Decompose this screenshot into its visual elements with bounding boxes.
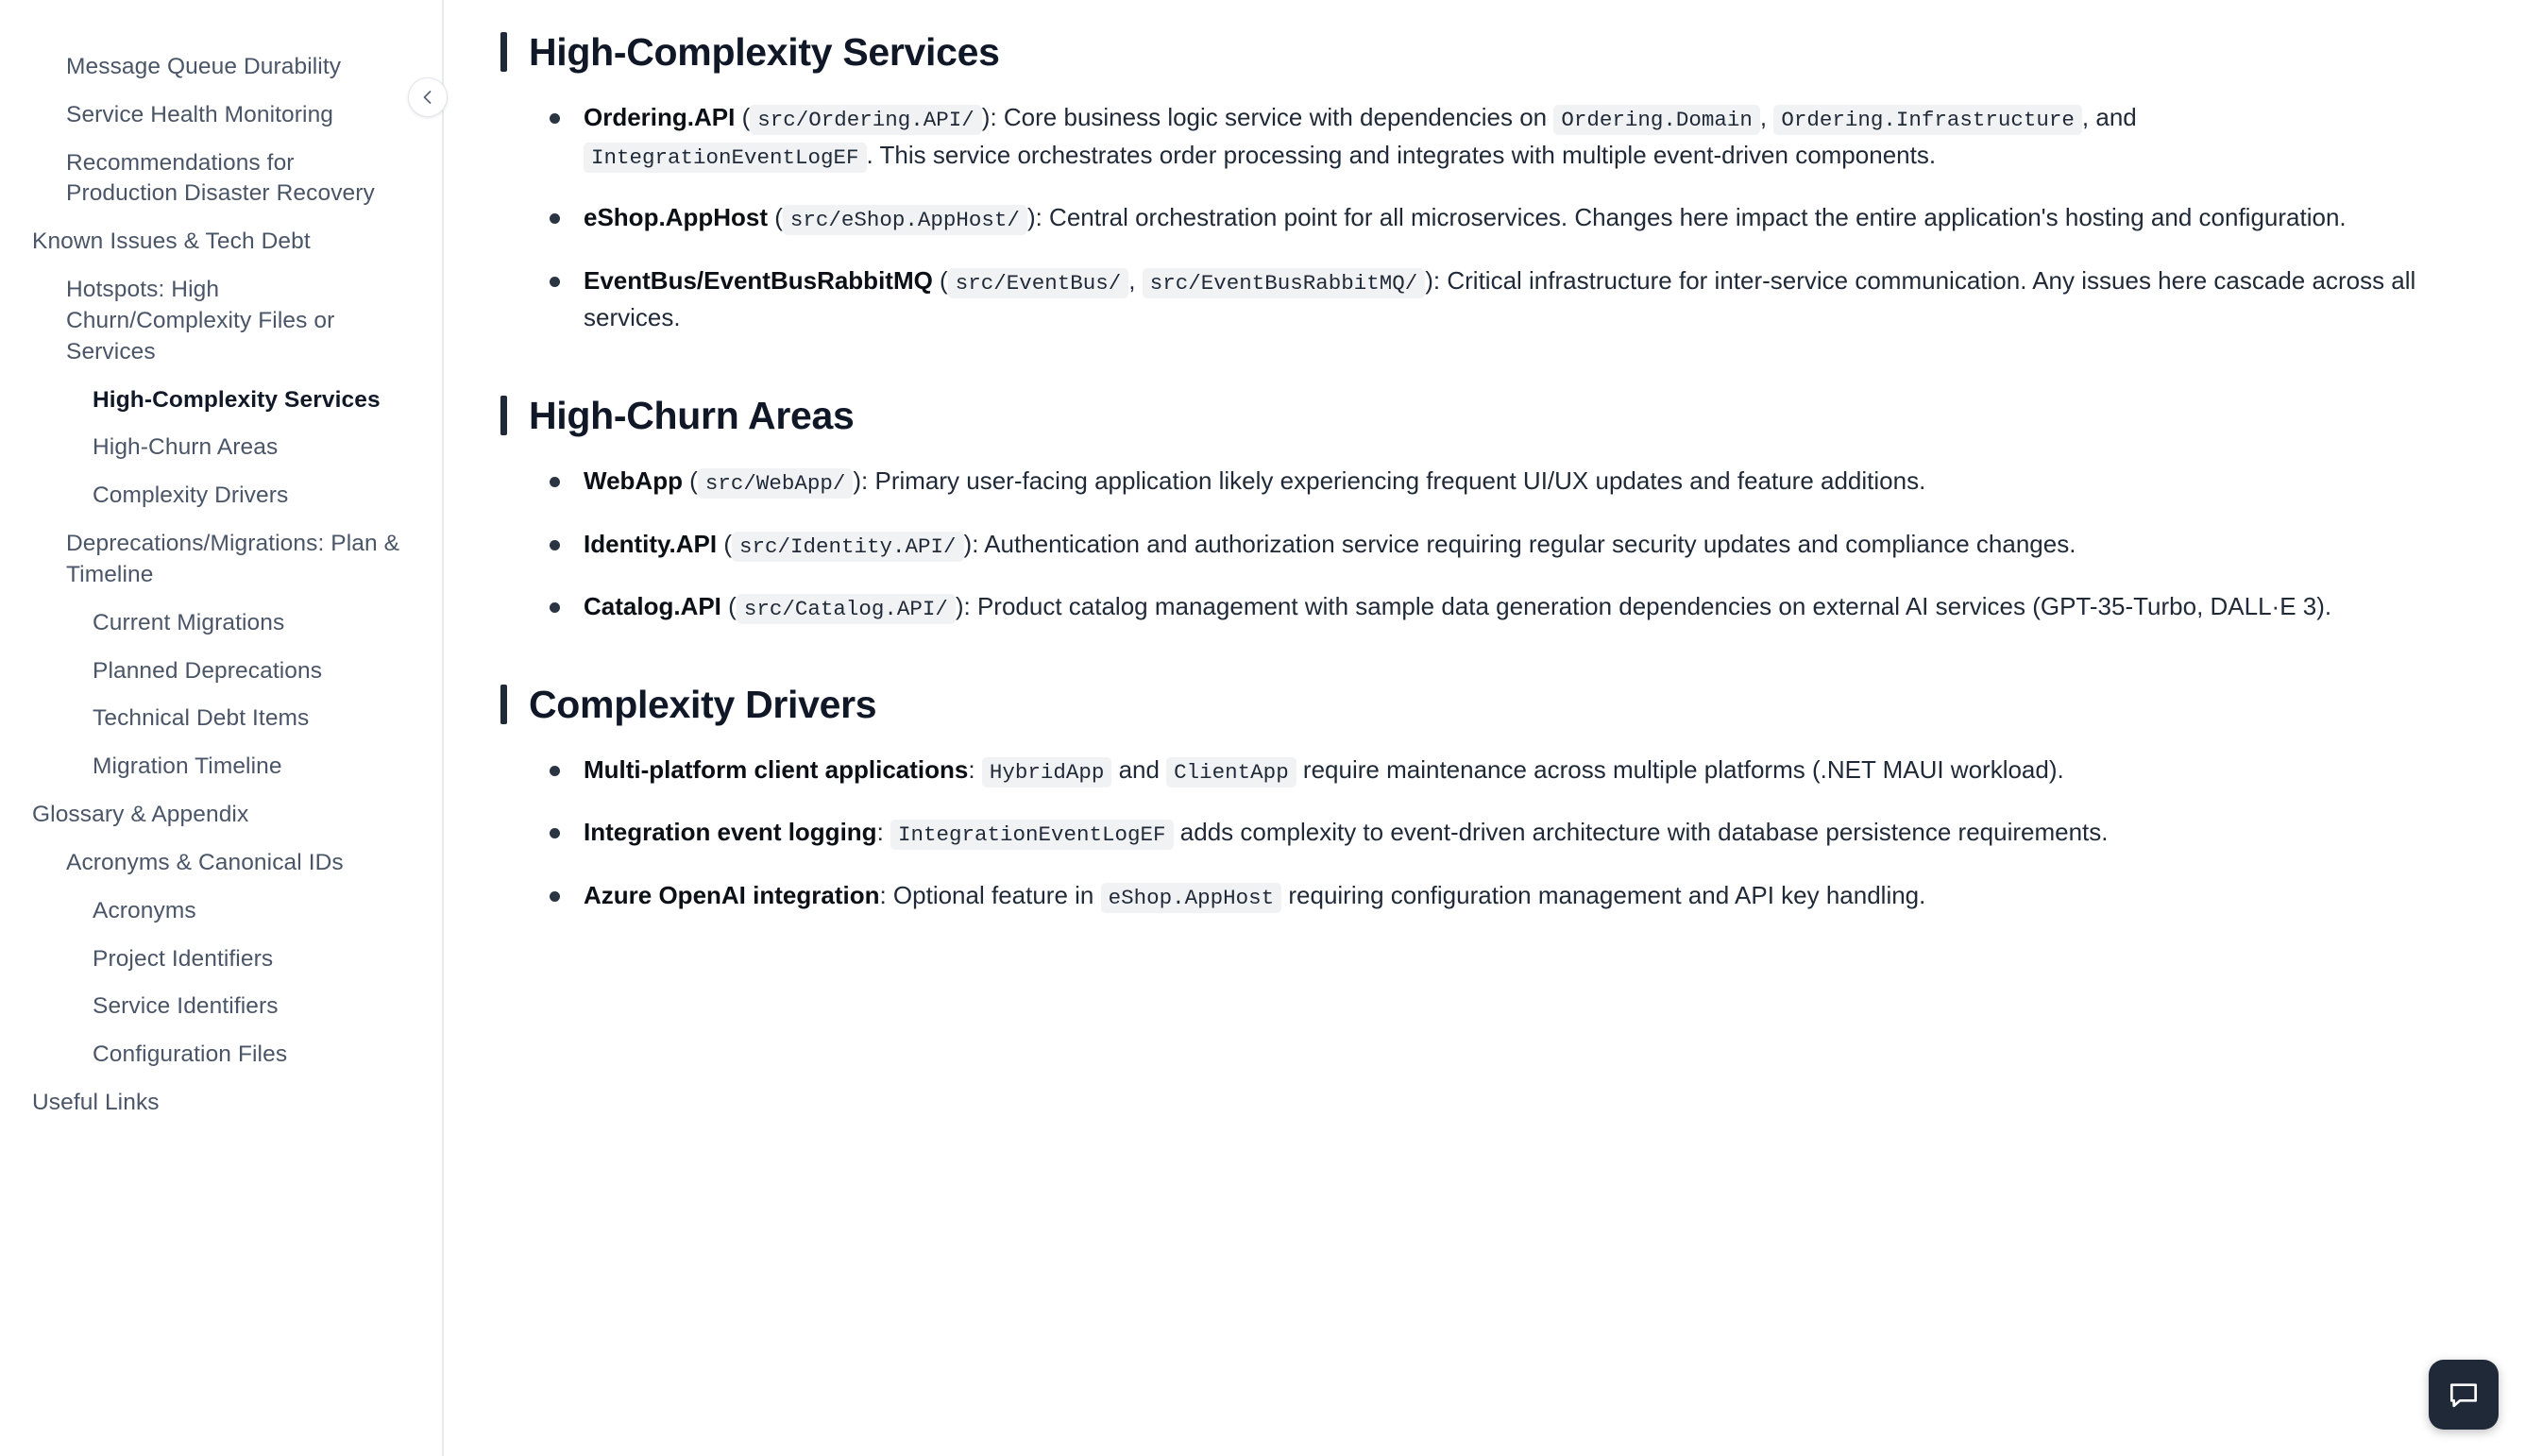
sidebar-item-label: Useful Links (32, 1090, 160, 1116)
item-text: ( (717, 529, 732, 558)
item-title: EventBus/EventBusRabbitMQ (584, 265, 933, 295)
inline-code: IntegrationEventLogEF (584, 143, 867, 173)
sidebar-item-label: Current Migrations (93, 609, 285, 635)
sidebar-item-label: Planned Deprecations (93, 657, 323, 684)
inline-code: Ordering.Domain (1553, 105, 1760, 135)
item-text: ( (682, 466, 698, 496)
section-bullet-list (500, 752, 2431, 915)
list-item (544, 877, 2431, 915)
sidebar-item-service-health-monitoring[interactable] (32, 92, 410, 140)
sidebar-item-current-migrations[interactable] (32, 600, 410, 648)
item-title: WebApp (584, 466, 683, 496)
inline-code: src/Identity.API/ (732, 532, 964, 562)
sidebar-item-label: Message Queue Durability (66, 54, 342, 79)
sidebar-item-configuration-files[interactable] (32, 1031, 410, 1079)
sidebar-item-high-churn-areas[interactable] (32, 424, 410, 472)
item-text: adds complexity to event-driven architecture with database persistence requirements. (1173, 818, 2109, 847)
page-scrollbar[interactable] (2516, 0, 2525, 1456)
item-text: require maintenance across multiple platforms (.NET MAUI workload). (1296, 754, 2064, 784)
list-item (544, 752, 2431, 789)
inline-code: HybridApp (982, 757, 1112, 787)
inline-code: Ordering.Infrastructure (1773, 105, 2082, 135)
inline-code: IntegrationEventLogEF (890, 820, 1174, 850)
item-text: , and (2081, 103, 2137, 132)
item-title: Azure OpenAI integration (584, 880, 880, 909)
section-bullet-list (500, 99, 2431, 337)
inline-code: src/Catalog.API/ (737, 594, 956, 624)
sidebar-item-service-identifiers[interactable] (32, 983, 410, 1031)
item-title: Ordering.API (584, 103, 736, 132)
list-item (544, 262, 2431, 337)
item-text: ( (768, 203, 783, 232)
list-item (544, 588, 2431, 626)
item-text: ): Central orchestration point for all microservices. Changes here impact the entire application's hosting and configuration. (1026, 203, 2347, 232)
sidebar-item-project-identifiers[interactable] (32, 936, 410, 984)
section-heading: Complexity Drivers (500, 681, 2431, 729)
sidebar-item-label: Complexity Drivers (93, 483, 289, 509)
item-text: ): Primary user-facing application likely experiencing frequent UI/UX updates and feature additions. (853, 466, 1926, 496)
item-text: : (876, 818, 891, 847)
sidebar-item-label: Known Issues & Tech Debt (32, 229, 311, 255)
sidebar-item-planned-deprecations[interactable] (32, 648, 410, 696)
item-text: ): Critical infrastructure for inter-service communication. Any issues here cascade across all services. (584, 265, 2416, 332)
sidebar-item-complexity-drivers[interactable] (32, 472, 410, 520)
document-content (444, 0, 2525, 1456)
inline-code: eShop.AppHost (1101, 883, 1282, 913)
inline-code: src/EventBus/ (948, 268, 1129, 298)
item-text: ( (932, 265, 948, 295)
sidebar-item-migration-timeline[interactable] (32, 743, 410, 791)
item-text: requiring configuration management and API key handling. (1281, 880, 1926, 909)
inline-code: src/EventBusRabbitMQ/ (1143, 268, 1426, 298)
inline-code: src/Ordering.API/ (750, 105, 982, 135)
sidebar-item-label: High-Complexity Services (93, 386, 381, 413)
section-heading: High-Churn Areas (500, 392, 2431, 440)
sidebar-item-label: Recommendations for Production Disaster Recovery (66, 149, 375, 207)
sidebar-item-label: Technical Debt Items (93, 705, 310, 732)
sidebar-item-glossary-appendix[interactable] (32, 791, 410, 839)
chat-widget-button[interactable] (2429, 1360, 2499, 1430)
sidebar-item-list (0, 0, 442, 1127)
sidebar-item-label: Configuration Files (93, 1041, 288, 1068)
sidebar-item-label: Service Health Monitoring (66, 101, 334, 127)
sidebar-item-known-issues-tech-debt[interactable] (32, 218, 410, 266)
sidebar-item-message-queue-durability[interactable] (32, 43, 410, 92)
chat-bubble-icon (2446, 1377, 2482, 1413)
item-title: Identity.API (584, 529, 718, 558)
sidebar-item-label: Acronyms & Canonical IDs (66, 849, 344, 875)
sidebar-item-acronyms-canonical-ids[interactable] (32, 839, 410, 888)
item-text: ( (720, 592, 737, 621)
sidebar-item-label: Migration Timeline (93, 753, 282, 780)
inline-code: ClientApp (1166, 757, 1296, 787)
sidebar-item-label: High-Churn Areas (93, 434, 279, 461)
chevron-left-icon (418, 88, 437, 107)
list-item (544, 463, 2431, 500)
sidebar-collapse-button[interactable] (408, 77, 448, 117)
list-item (544, 526, 2431, 564)
item-text: : Optional feature in (879, 880, 1101, 909)
sidebar-item-technical-debt-items[interactable] (32, 695, 410, 743)
list-item (544, 199, 2431, 237)
sidebar-item-recommendations-for-production-disaster-recovery[interactable] (32, 140, 410, 219)
sidebar-item-label: Acronyms (93, 897, 196, 923)
sidebar-item-label: Glossary & Appendix (32, 802, 249, 828)
inline-code: src/eShop.AppHost/ (783, 205, 1027, 235)
item-text: : (968, 754, 982, 784)
sidebar-item-label: Project Identifiers (93, 945, 274, 972)
item-text: ): Authentication and authorization service requiring regular security updates and compliance changes. (963, 529, 2076, 558)
item-text: ): Product catalog management with sample data generation dependencies on external AI services (GPT-35-Turbo, DALL·E 3). (955, 592, 2332, 621)
sidebar-item-deprecations-migrations-plan-timeline[interactable] (32, 520, 410, 600)
item-text: , (1128, 265, 1143, 295)
item-text: ): Core business logic service with dependencies on (981, 103, 1554, 132)
sidebar-item-label: Service Identifiers (93, 993, 279, 1020)
item-text: and (1111, 754, 1167, 784)
item-title: eShop.AppHost (584, 203, 768, 232)
list-item (544, 99, 2431, 174)
section-bullet-list (500, 463, 2431, 626)
sidebar-item-label: Deprecations/Migrations: Plan & Timeline (66, 531, 400, 587)
section-heading: High-Complexity Services (500, 28, 2431, 76)
inline-code: src/WebApp/ (698, 468, 854, 499)
item-title: Integration event logging (584, 818, 877, 847)
sidebar-item-hotspots-high-churn-complexity-files-or-services[interactable] (32, 266, 410, 376)
item-title: Multi-platform client applications (584, 754, 969, 784)
list-item (544, 814, 2431, 852)
item-text: . This service orchestrates order processing and integrates with multiple event-driven components. (866, 140, 1937, 169)
item-title: Catalog.API (584, 592, 721, 621)
sidebar-item-useful-links[interactable] (32, 1079, 410, 1127)
sidebar-navigation[interactable] (0, 0, 444, 1456)
item-text: , (1759, 103, 1774, 132)
sidebar-item-high-complexity-services[interactable] (32, 377, 410, 425)
sidebar-item-label: Hotspots: High Churn/Complexity Files or Services (66, 277, 335, 364)
sidebar-item-acronyms[interactable] (32, 888, 410, 936)
item-text: ( (735, 103, 751, 132)
